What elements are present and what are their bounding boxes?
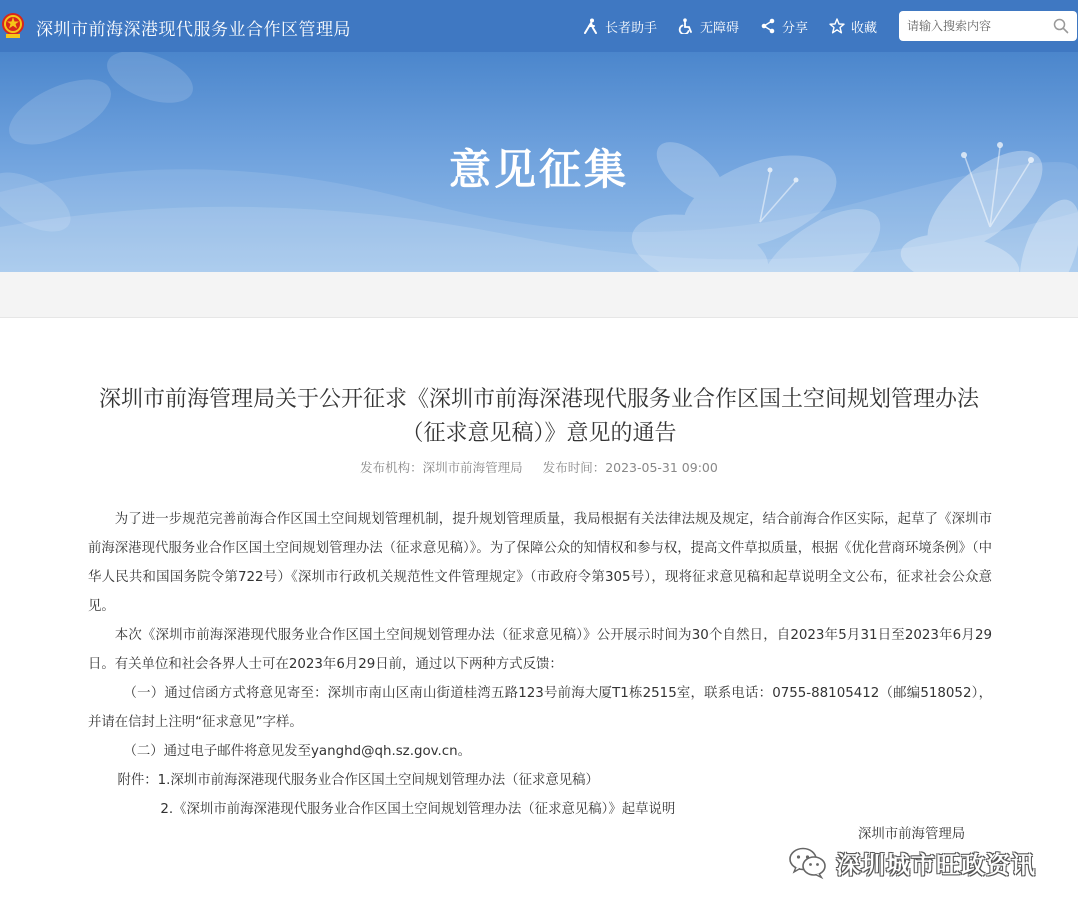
elder-assist-button[interactable] [583,17,657,35]
share-icon [760,18,776,34]
elder-assist-icon [583,18,599,34]
article-title-line2: （征求意见稿）》意见的通告 [401,421,677,446]
site-title[interactable]: 深圳市前海深港现代服务业合作区管理局 [36,20,351,40]
share-label: 分享 [782,20,809,36]
watermark-text: 深圳城市旺政资讯 [836,851,1036,879]
search-icon[interactable] [1053,18,1069,34]
top-header-bar [0,0,1078,52]
accessibility-label: 无障碍 [700,20,740,36]
article-paragraph: （一）通过信函方式将意见寄至：深圳市南山区南山街道桂湾五路123号前海大厦T1栋2515室，联系电话：0755-88105412（邮编518052），并请在信封上注明“征求意见”字样。 [88,686,992,730]
star-icon [829,18,845,34]
national-emblem-logo[interactable] [0,10,26,40]
article-signature: 深圳市前海管理局 [858,827,966,842]
share-button[interactable] [760,17,808,35]
banner-title: 意见征集 [448,145,629,194]
search-input[interactable] [907,17,1047,35]
article-publish-time: 发布时间：2023-05-31 09:00 [542,460,718,475]
source-watermark [788,845,1036,880]
page-banner [0,52,1078,272]
favorite-button[interactable] [829,17,877,35]
article-publisher: 发布机构：深圳市前海管理局 [360,460,523,475]
attachment-link[interactable]: 附件：1.深圳市前海深港现代服务业合作区国土空间规划管理办法（征求意见稿） [117,773,599,788]
elder-assist-label: 长者助手 [605,20,658,36]
favorite-label: 收藏 [851,20,878,36]
article-body [88,505,992,824]
article-paragraph: 本次《深圳市前海深港现代服务业合作区国土空间规划管理办法（征求意见稿）》公开展示时间为30个自然日，自2023年5月31日至2023年6月29日。有关单位和社会各界人士可在2023年6月29日前，通过以下两种方式反馈： [88,628,992,672]
accessibility-icon [678,18,694,34]
wechat-icon [788,846,828,880]
article-title [90,383,988,451]
article-paragraph: 为了进一步规范完善前海合作区国土空间规划管理机制，提升规划管理质量，我局根据有关法律法规及规定，结合前海合作区实际，起草了《深圳市前海深港现代服务业合作区国土空间规划管理办法（征求意见稿）》。为了保障公众的知情权和参与权，提高文件草拟质量，根据《优化营商环境条例》（中华人民共和国国务院令第722号）《深圳市行政机关规范性文件管理规定》（市政府令第305号），现将征求意见稿和起草说明全文公布，征求社会公众意见。 [88,512,992,614]
article-meta [0,458,1078,476]
article-paragraph: （二）通过电子邮件将意见发至yanghd@qh.sz.gov.cn。 [123,744,472,759]
search-box [899,11,1077,41]
accessibility-button[interactable] [678,17,739,35]
breadcrumb-bar [0,272,1078,318]
article-title-line1: 深圳市前海管理局关于公开征求《深圳市前海深港现代服务业合作区国土空间规划管理办法 [98,387,979,412]
attachment-link[interactable]: 2.《深圳市前海深港现代服务业合作区国土空间规划管理办法（征求意见稿）》起草说明 [160,802,676,817]
